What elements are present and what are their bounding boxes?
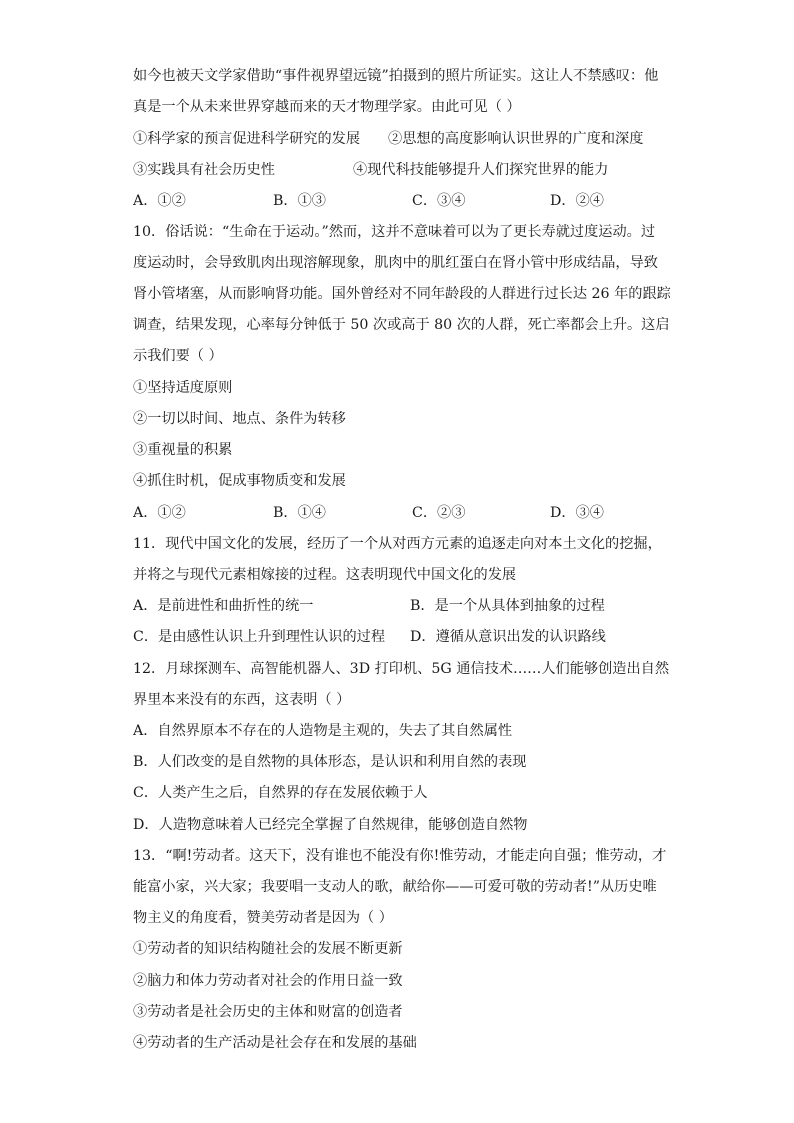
q9-option-d[interactable]: D．②④	[550, 193, 604, 209]
q10-statement-4: ④抓住时机，促成事物质变和发展	[133, 473, 346, 489]
q11-stem-line-1: 11．现代中国文化的发展，经历了一个从对西方元素的追逐走向对本土文化的挖掘，	[133, 536, 662, 552]
q12-stem-line-1: 12．月球探测车、高智能机器人、3D 打印机、5G 通信技术……人们能够创造出自然	[133, 661, 670, 677]
q12-option-c[interactable]: C．人类产生之后，自然界的存在发展依赖于人	[133, 785, 428, 801]
q13-stem-line-3: 物主义的角度看，赞美劳动者是因为（ ）	[133, 910, 393, 926]
q9-options	[133, 191, 663, 211]
q9-statements-row-2	[133, 160, 663, 180]
q12-stem-line-2: 界里本来没有的东西，这表明（ ）	[133, 692, 351, 708]
q10-statement-3: ③重视量的积累	[133, 442, 233, 458]
q10-stem-line-2: 度运动时，会导致肌肉出现溶解现象，肌肉中的肌红蛋白在肾小管中形成结晶，导致	[133, 255, 658, 271]
q9-statement-1: ①科学家的预言促进科学研究的发展	[133, 131, 361, 147]
q13-statement-3: ③劳动者是社会历史的主体和财富的创造者	[133, 1004, 403, 1020]
q9-option-c[interactable]: C．③④	[412, 193, 466, 209]
q10-option-c[interactable]: C．②③	[412, 505, 466, 521]
q9-stem-line-2: 真是一个从未来世界穿越而来的天才物理学家。由此可见（ ）	[133, 99, 521, 115]
q9-statement-3: ③实践具有社会历史性	[133, 162, 275, 178]
q10-option-a[interactable]: A．①②	[133, 505, 186, 521]
q11-option-a[interactable]: A．是前进性和曲折性的统一	[133, 598, 314, 614]
q12-option-b[interactable]: B．人们改变的是自然物的具体形态，是认识和利用自然的表现	[133, 754, 527, 770]
q13-stem-line-2: 能富小家，兴大家；我要唱一支动人的歌，献给你——可爱可敬的劳动者!”从历史唯	[133, 879, 657, 895]
q11-options-row-2	[133, 627, 663, 647]
q13-statement-2: ②脑力和体力劳动者对社会的作用日益一致	[133, 973, 403, 989]
q10-stem-line-4: 调查，结果发现，心率每分钟低于 50 次或高于 80 次的人群，死亡率都会上升。这启	[133, 317, 670, 333]
q10-statement-2: ②一切以时间、地点、条件为转移	[133, 411, 346, 427]
q9-stem-line-1: 如今也被天文学家借助“事件视界望远镜”拍摄到的照片所证实。这让人不禁感叹：他	[133, 68, 659, 84]
q9-option-b[interactable]: B．①③	[273, 193, 326, 209]
q11-option-b[interactable]: B．是一个从具体到抽象的过程	[410, 598, 605, 614]
q11-options-row-1	[133, 596, 663, 616]
q10-stem-line-5: 示我们要（ ）	[133, 348, 223, 364]
q12-option-a[interactable]: A．自然界原本不存在的人造物是主观的，失去了其自然属性	[133, 723, 513, 739]
q11-stem-line-2: 并将之与现代元素相嫁接的过程。这表明现代中国文化的发展	[133, 567, 517, 583]
q13-statement-1: ①劳动者的知识结构随社会的发展不断更新	[133, 941, 403, 957]
q9-statement-4: ④现代科技能够提升人们探究世界的能力	[353, 162, 609, 178]
q9-statement-2: ②思想的高度影响认识世界的广度和深度	[388, 131, 644, 147]
q9-option-a[interactable]: A．①②	[133, 193, 186, 209]
q12-option-d[interactable]: D．人造物意味着人已经完全掌握了自然规律，能够创造自然物	[133, 817, 528, 833]
q9-statements-row-1	[133, 129, 663, 149]
q13-stem-line-1: 13．“啊!劳动者。这天下，没有谁也不能没有你!惟劳动，才能走向自强；惟劳动，才	[133, 848, 667, 864]
q10-option-d[interactable]: D．③④	[550, 505, 604, 521]
q10-stem-line-1: 10．俗话说：“生命在于运动。”然而，这并不意味着可以为了更长寿就过度运动。过	[133, 224, 656, 240]
q10-option-b[interactable]: B．①④	[273, 505, 326, 521]
q10-stem-line-3: 肾小管堵塞，从而影响肾功能。国外曾经对不同年龄段的人群进行过长达 26 年的跟踪	[133, 286, 671, 302]
q11-option-d[interactable]: D．遵循从意识出发的认识路线	[410, 629, 606, 645]
q10-options	[133, 503, 663, 523]
q11-option-c[interactable]: C．是由感性认识上升到理性认识的过程	[133, 629, 386, 645]
q10-statement-1: ①坚持适度原则	[133, 380, 233, 396]
q13-statement-4: ④劳动者的生产活动是社会存在和发展的基础	[133, 1035, 417, 1051]
